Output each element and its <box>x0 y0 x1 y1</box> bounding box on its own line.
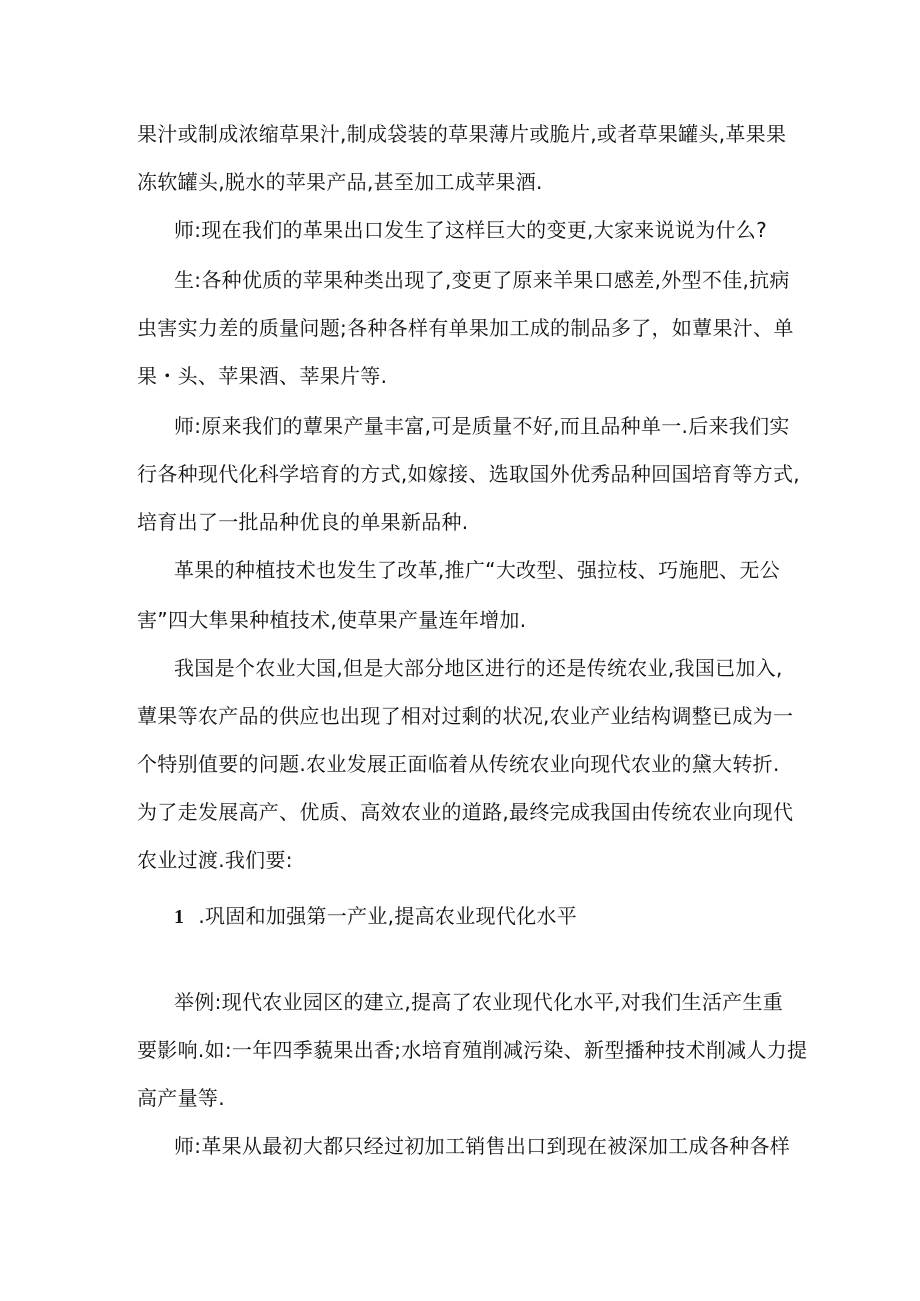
text-line: 果汁或制成浓缩草果汁,制成袋装的草果薄片或脆片,或者草果罐头,革果果 <box>137 122 787 146</box>
numbered-heading <box>174 900 577 932</box>
text-line: 为了走发展高产、优质、高效农业的道路,最终完成我国由传统农业向现代 <box>137 800 794 824</box>
text-line: 果・头、苹果酒、莘果片等. <box>137 364 388 388</box>
text-line: 革果的种植技术也发生了改革,推广“大改型、强拉枝、巧施肥、无公 <box>174 558 781 582</box>
text-line: 举例:现代农业园区的建立,提高了农业现代化水平,对我们生活产生重 <box>174 990 784 1014</box>
text-line: 害”四大隼果种植技术,使草果产量连年增加. <box>137 608 527 632</box>
text-line: 个特别值要的问题.农业发展正面临着从传统农业向现代农业的黛大转折. <box>137 752 780 776</box>
list-number: 1 <box>174 906 185 928</box>
text-line: 师:原来我们的蕈果产量丰富,可是质量不好,而且品种单一.后来我们实 <box>174 414 790 438</box>
text-line: 我国是个农业大国,但是大部分地区进行的还是传统农业,我国已加入, <box>174 656 783 680</box>
text-line: 培育出了一批品种优良的单果新品种. <box>137 510 469 534</box>
heading-text: .巩固和加强第一产业,提高农业现代化水平 <box>198 904 578 928</box>
text-line: 高产量等. <box>137 1086 225 1110</box>
text-line: 虫害实力差的质量问题;各种各样有单果加工成的制品多了，如蕈果汁、单 <box>137 316 794 340</box>
text-line: 行各种现代化科学培育的方式,如嫁接、选取国外优秀品种回国培育等方式, <box>137 462 800 486</box>
text-line: 要影响.如:一年四季藐果出香;水培育殖削减污染、新型播种技术削减人力提 <box>137 1038 808 1062</box>
text-line: 师:革果从最初大都只经过初加工销售出口到现在被深加工成各种各样 <box>174 1134 791 1158</box>
text-line: 农业过渡.我们要: <box>137 848 293 872</box>
text-line: 生:各种优质的苹果种类出现了,变更了原来羊果口感差,外型不佳,抗病 <box>174 268 790 292</box>
text-line: 冻软罐头,脱水的苹果产品,甚至加工成苹果酒. <box>137 170 543 194</box>
text-line: 师:现在我们的革果出口发生了这样巨大的变更,大家来说说为什么? <box>174 218 768 242</box>
text-line: 蕈果等农产品的供应也出现了相对过剩的状况,农业产业结构调整已成为一 <box>137 704 794 728</box>
